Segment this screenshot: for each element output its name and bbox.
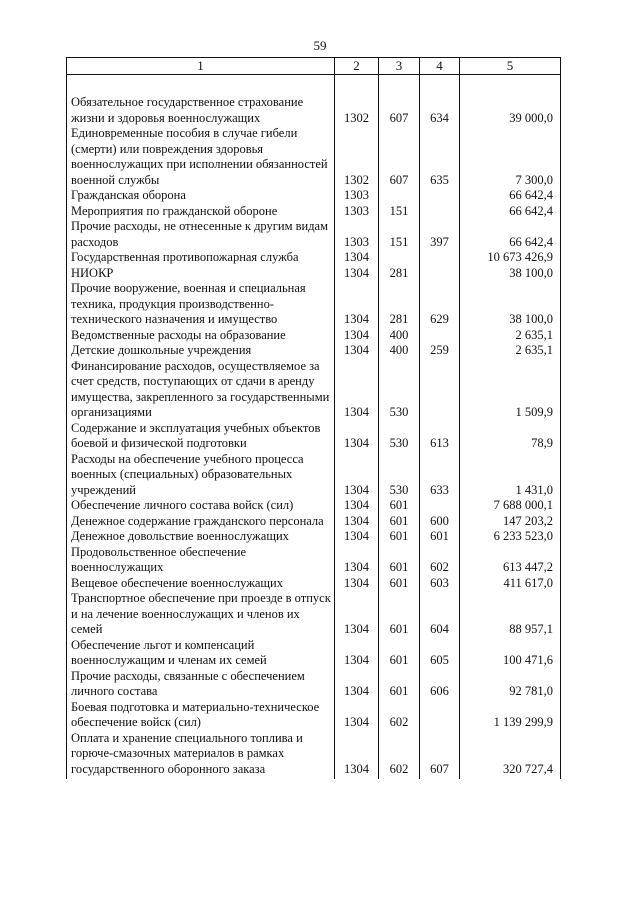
header-col-4: 4 [420, 58, 460, 75]
row-expense-code: 601 [420, 529, 460, 545]
table-row [67, 700, 561, 731]
row-amount: 38 100,0 [460, 266, 561, 282]
table-row [67, 328, 561, 344]
row-target-code: 601 [379, 669, 420, 700]
row-name: Прочие вооружение, военная и специальная техника, продукция производственно-технического назначения и имущество [67, 281, 335, 328]
table-row [67, 514, 561, 530]
row-amount: 10 673 426,9 [460, 250, 561, 266]
row-expense-code: 602 [420, 545, 460, 576]
row-name: Прочие расходы, не отнесенные к другим видам расходов [67, 219, 335, 250]
row-expense-code: 397 [420, 219, 460, 250]
row-name: Финансирование расходов, осуществляемое за счет средств, поступающих от сдачи в аренду имущества, закрепленного за государственными организациями [67, 359, 335, 421]
header-row [67, 58, 561, 75]
row-amount: 100 471,6 [460, 638, 561, 669]
table-row [67, 731, 561, 780]
row-target-code: 151 [379, 204, 420, 220]
row-section-code: 1304 [335, 529, 379, 545]
row-expense-code [420, 250, 460, 266]
budget-table [66, 57, 561, 779]
row-target-code [379, 188, 420, 204]
row-expense-code [420, 328, 460, 344]
row-name: Оплата и хранение специального топлива и горюче-смазочных материалов в рамках государственного оборонного заказа [67, 731, 335, 780]
table-row [67, 250, 561, 266]
row-name: Мероприятия по гражданской обороне [67, 204, 335, 220]
table-row [67, 498, 561, 514]
row-amount: 2 635,1 [460, 343, 561, 359]
row-target-code [379, 250, 420, 266]
table-row [67, 638, 561, 669]
row-target-code: 602 [379, 700, 420, 731]
header-col-2: 2 [335, 58, 379, 75]
row-section-code: 1304 [335, 281, 379, 328]
row-name: Обеспечение льгот и компенсаций военнослужащим и членам их семей [67, 638, 335, 669]
row-expense-code: 600 [420, 514, 460, 530]
table-row [67, 188, 561, 204]
row-target-code: 151 [379, 219, 420, 250]
row-expense-code: 605 [420, 638, 460, 669]
row-amount: 1 509,9 [460, 359, 561, 421]
row-target-code: 281 [379, 266, 420, 282]
table-row [67, 343, 561, 359]
row-section-code: 1303 [335, 219, 379, 250]
table-row [67, 421, 561, 452]
row-name: Детские дошкольные учреждения [67, 343, 335, 359]
row-target-code: 601 [379, 545, 420, 576]
row-section-code: 1304 [335, 514, 379, 530]
table-header [67, 58, 561, 75]
row-name: Государственная противопожарная служба [67, 250, 335, 266]
row-section-code: 1304 [335, 576, 379, 592]
row-target-code: 530 [379, 421, 420, 452]
row-amount: 66 642,4 [460, 219, 561, 250]
header-col-5: 5 [460, 58, 561, 75]
row-amount: 1 139 299,9 [460, 700, 561, 731]
row-amount: 2 635,1 [460, 328, 561, 344]
row-target-code: 607 [379, 126, 420, 188]
row-name: Обязательное государственное страхование жизни и здоровья военнослужащих [67, 95, 335, 126]
row-amount: 411 617,0 [460, 576, 561, 592]
row-section-code: 1304 [335, 591, 379, 638]
row-amount: 1 431,0 [460, 452, 561, 499]
row-amount: 147 203,2 [460, 514, 561, 530]
table-row [67, 359, 561, 421]
row-section-code: 1304 [335, 328, 379, 344]
row-expense-code [420, 266, 460, 282]
row-target-code: 530 [379, 452, 420, 499]
page-number: 59 [313, 38, 327, 53]
row-target-code: 601 [379, 529, 420, 545]
row-name: Транспортное обеспечение при проезде в отпуск и на лечение военнослужащих и членов их семей [67, 591, 335, 638]
row-target-code: 601 [379, 638, 420, 669]
row-expense-code [420, 700, 460, 731]
table-row [67, 126, 561, 188]
row-name: Боевая подготовка и материально-техническое обеспечение войск (сил) [67, 700, 335, 731]
row-amount: 6 233 523,0 [460, 529, 561, 545]
row-name: Единовременные пособия в случае гибели (смерти) или повреждения здоровья военнослужащих при исполнении обязанностей военной службы [67, 126, 335, 188]
header-col-3: 3 [379, 58, 420, 75]
table-row [67, 452, 561, 499]
table-row [67, 266, 561, 282]
row-amount: 613 447,2 [460, 545, 561, 576]
row-expense-code [420, 498, 460, 514]
row-target-code: 601 [379, 576, 420, 592]
table-row [67, 219, 561, 250]
row-section-code: 1302 [335, 95, 379, 126]
row-target-code: 601 [379, 514, 420, 530]
row-amount: 88 957,1 [460, 591, 561, 638]
row-amount: 7 300,0 [460, 126, 561, 188]
table-row [67, 591, 561, 638]
row-amount: 38 100,0 [460, 281, 561, 328]
row-section-code: 1304 [335, 343, 379, 359]
row-target-code: 530 [379, 359, 420, 421]
spacer-row [67, 75, 561, 96]
table-row [67, 95, 561, 126]
row-expense-code: 629 [420, 281, 460, 328]
row-expense-code: 606 [420, 669, 460, 700]
row-name: НИОКР [67, 266, 335, 282]
row-section-code: 1304 [335, 731, 379, 780]
row-section-code: 1304 [335, 421, 379, 452]
row-expense-code: 613 [420, 421, 460, 452]
table-body [67, 75, 561, 780]
row-amount: 92 781,0 [460, 669, 561, 700]
row-section-code: 1303 [335, 188, 379, 204]
table-row [67, 545, 561, 576]
row-name: Обеспечение личного состава войск (сил) [67, 498, 335, 514]
row-target-code: 607 [379, 95, 420, 126]
row-name: Ведомственные расходы на образование [67, 328, 335, 344]
row-amount: 39 000,0 [460, 95, 561, 126]
row-section-code: 1304 [335, 669, 379, 700]
row-name: Продовольственное обеспечение военнослужащих [67, 545, 335, 576]
row-amount: 7 688 000,1 [460, 498, 561, 514]
table-row [67, 529, 561, 545]
row-amount: 78,9 [460, 421, 561, 452]
table-row [67, 204, 561, 220]
row-target-code: 400 [379, 343, 420, 359]
row-expense-code: 604 [420, 591, 460, 638]
row-expense-code: 259 [420, 343, 460, 359]
header-col-1: 1 [67, 58, 335, 75]
row-section-code: 1304 [335, 266, 379, 282]
row-target-code: 400 [379, 328, 420, 344]
row-expense-code [420, 359, 460, 421]
table-row [67, 281, 561, 328]
row-section-code: 1304 [335, 359, 379, 421]
row-section-code: 1304 [335, 452, 379, 499]
row-section-code: 1303 [335, 204, 379, 220]
row-name: Денежное довольствие военнослужащих [67, 529, 335, 545]
row-expense-code [420, 188, 460, 204]
row-section-code: 1304 [335, 638, 379, 669]
row-name: Гражданская оборона [67, 188, 335, 204]
row-amount: 66 642,4 [460, 204, 561, 220]
row-expense-code [420, 204, 460, 220]
row-section-code: 1304 [335, 498, 379, 514]
table-row [67, 576, 561, 592]
row-expense-code: 607 [420, 731, 460, 780]
row-section-code: 1304 [335, 250, 379, 266]
row-section-code: 1304 [335, 545, 379, 576]
row-expense-code: 633 [420, 452, 460, 499]
row-expense-code: 603 [420, 576, 460, 592]
row-section-code: 1304 [335, 700, 379, 731]
row-name: Вещевое обеспечение военнослужащих [67, 576, 335, 592]
row-name: Расходы на обеспечение учебного процесса военных (специальных) образовательных учреждений [67, 452, 335, 499]
row-name: Прочие расходы, связанные с обеспечением личного состава [67, 669, 335, 700]
row-section-code: 1302 [335, 126, 379, 188]
table-row [67, 669, 561, 700]
row-expense-code: 635 [420, 126, 460, 188]
row-expense-code: 634 [420, 95, 460, 126]
row-name: Денежное содержание гражданского персонала [67, 514, 335, 530]
row-target-code: 281 [379, 281, 420, 328]
row-target-code: 601 [379, 498, 420, 514]
row-name: Содержание и эксплуатация учебных объектов боевой и физической подготовки [67, 421, 335, 452]
row-amount: 320 727,4 [460, 731, 561, 780]
row-target-code: 601 [379, 591, 420, 638]
row-target-code: 602 [379, 731, 420, 780]
row-amount: 66 642,4 [460, 188, 561, 204]
